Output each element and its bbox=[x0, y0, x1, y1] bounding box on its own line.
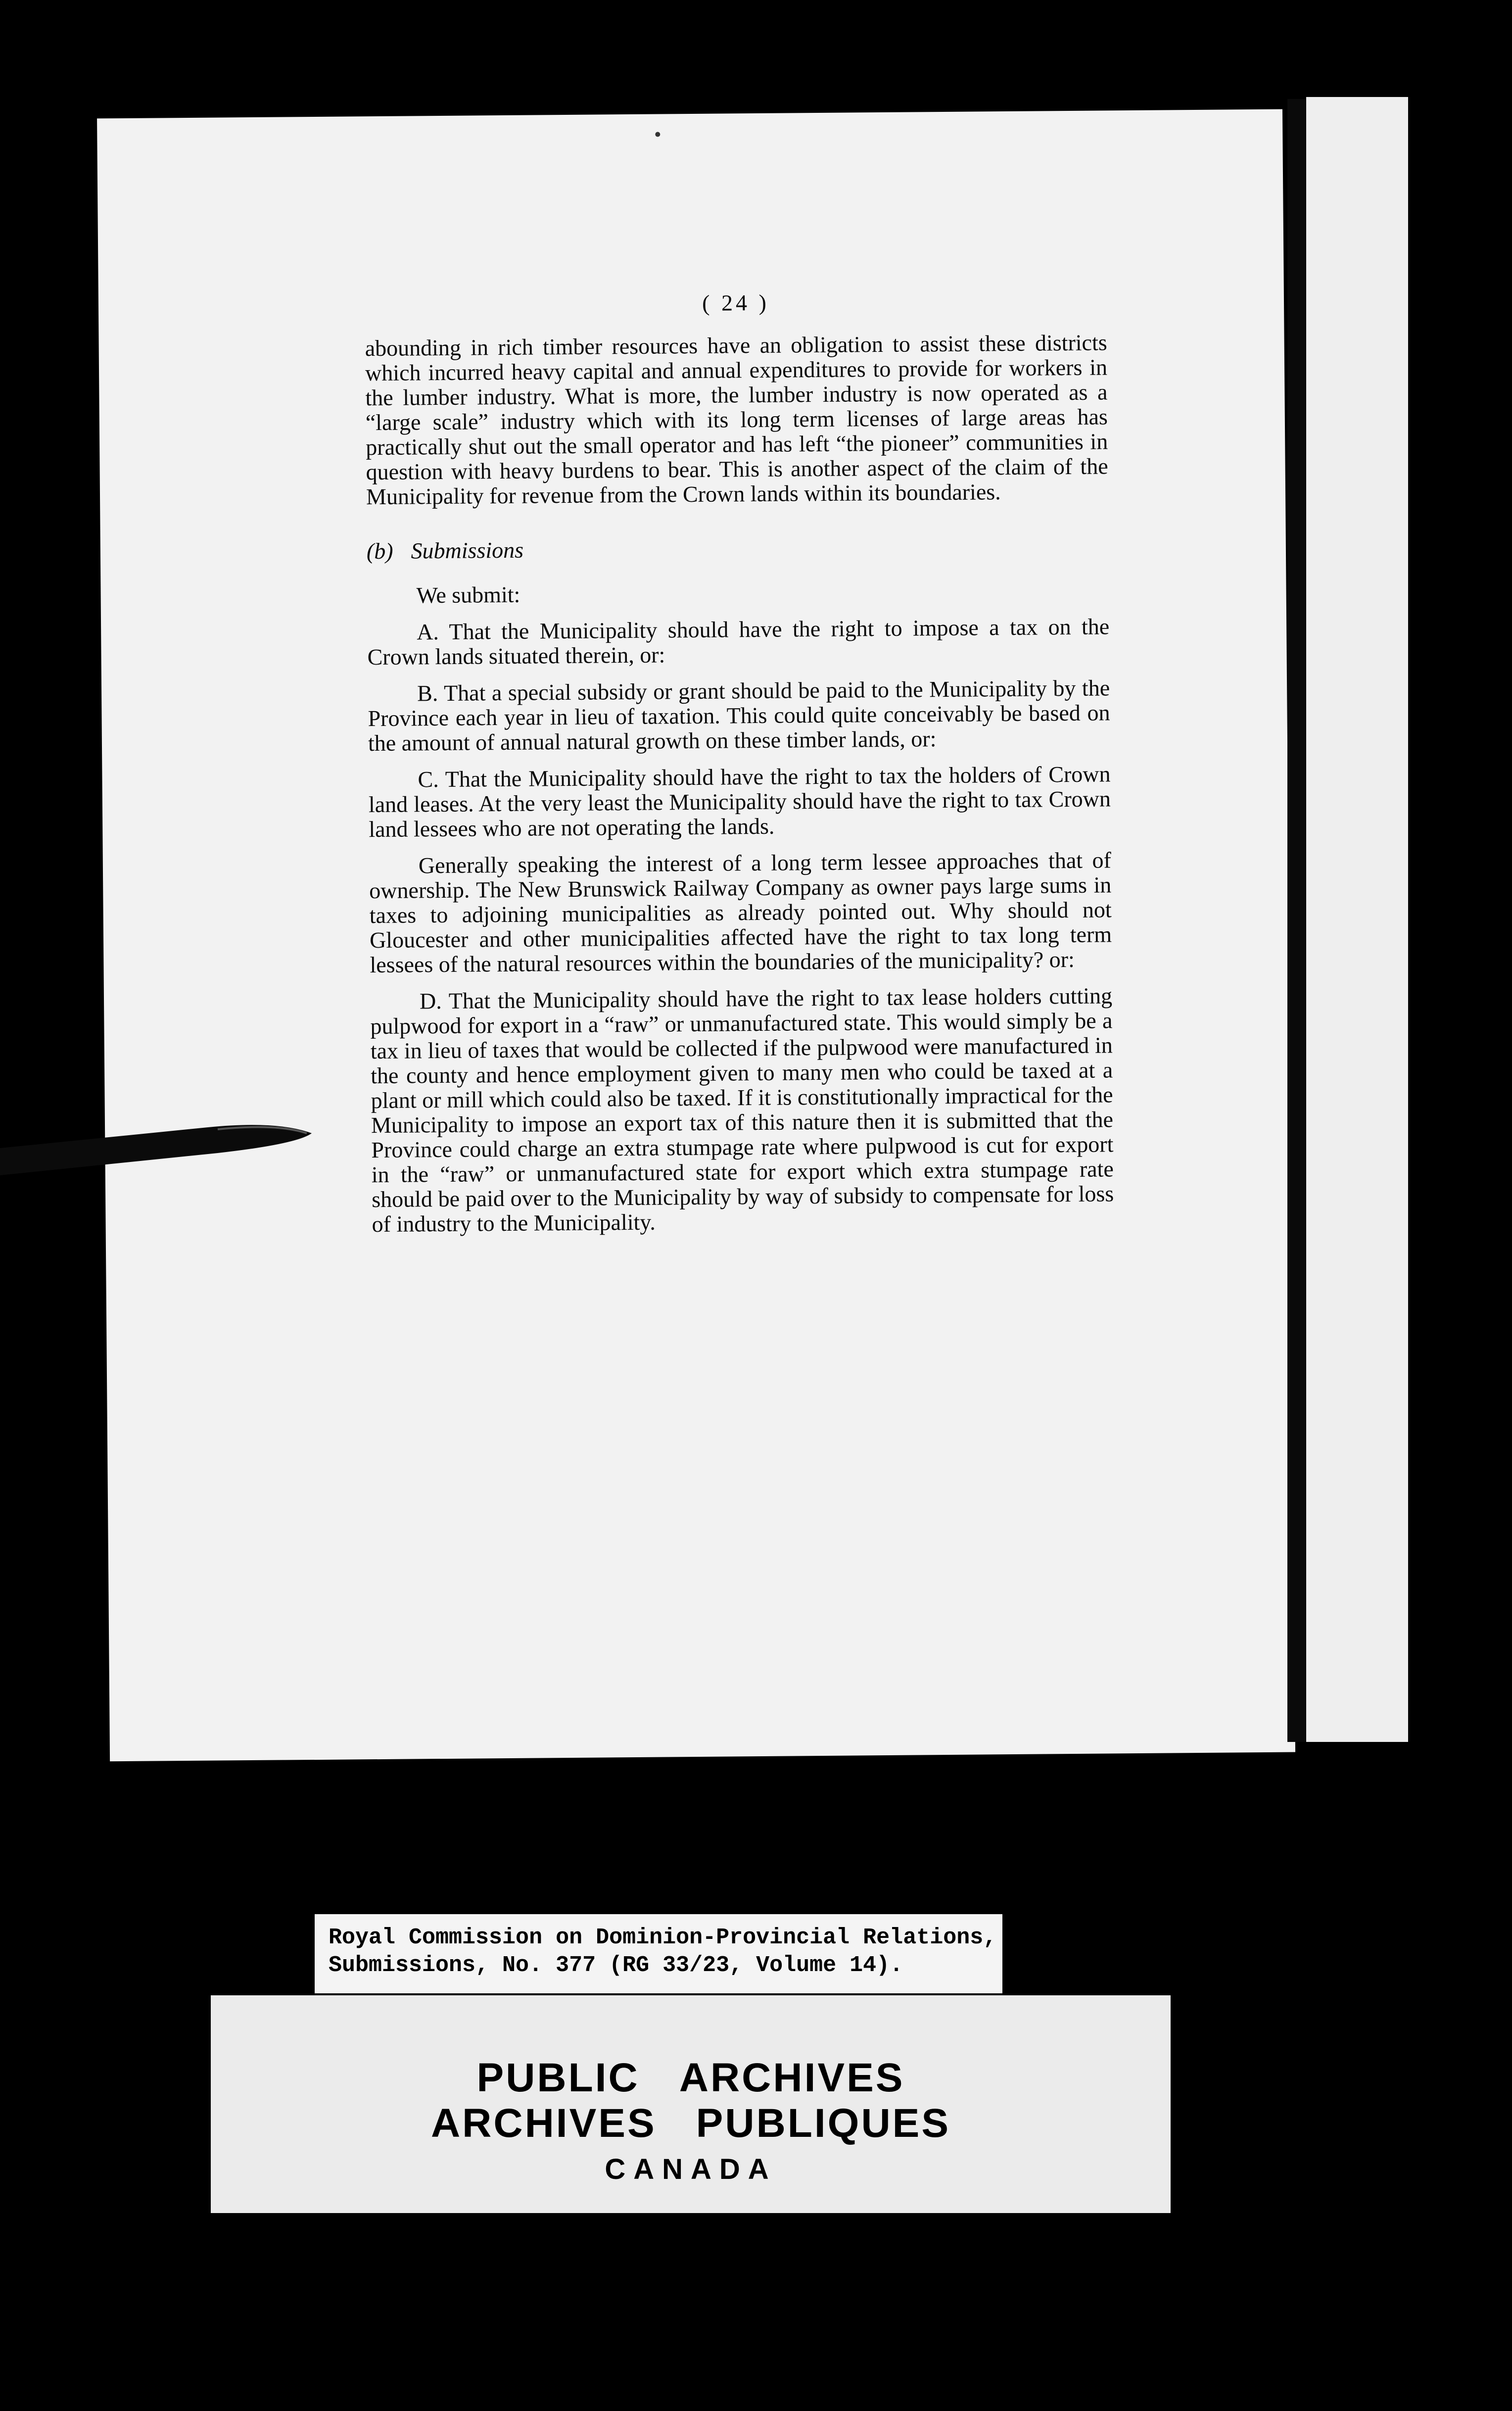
submission-c: C. That the Municipality should have the right to tax the holders of Crown land leases. At the very least the Municipality should have the right to tax Crown land lessees who are not operating the lands. bbox=[368, 761, 1111, 842]
pen-pointer-icon bbox=[0, 1118, 317, 1178]
citation-line-2: Submissions, No. 377 (RG 33/23, Volume 14). bbox=[329, 1953, 903, 1978]
stamp-country: CANADA bbox=[605, 2153, 777, 2185]
stamp-archives-en: ARCHIVES bbox=[679, 2055, 905, 2100]
submission-b: B. That a special subsidy or grant should be paid to the Municipality by the Province each year in lieu of taxation. This could quite conceivably be based on the amount of annual natural growth on these timber lands, or: bbox=[368, 675, 1110, 756]
page-mark bbox=[655, 132, 660, 137]
stamp-public: PUBLIC bbox=[476, 2055, 640, 2100]
section-title: Submissions bbox=[411, 537, 524, 564]
paragraph: abounding in rich timber resources have an obligation to assist these districts which incurred heavy capital and annual expenditures to provide for workers in the lumber industry. What is more, the lumber industry is now operated as a “large scale” industry which with its long term licenses of large areas has practically shut out the small operator and has left “the pioneer” communities in question with heavy burdens to bear. This is another aspect of the claim of the Municipality for revenue from the Crown lands within its boundaries. bbox=[365, 330, 1108, 510]
page-text bbox=[365, 288, 1114, 1249]
stamp-line-english bbox=[211, 2055, 1171, 2101]
citation-line-1: Royal Commission on Dominion-Provincial Relations, bbox=[329, 1925, 997, 1950]
page-number: ( 24 ) bbox=[702, 289, 770, 316]
page-gap bbox=[1287, 99, 1305, 1742]
stamp-archives-fr: ARCHIVES bbox=[430, 2101, 657, 2146]
intro-line: We submit: bbox=[416, 581, 520, 608]
submission-a: A. That the Municipality should have the right to impose a tax on the Crown lands situated therein, or: bbox=[367, 614, 1110, 670]
paragraph-lessee: Generally speaking the interest of a long term lessee approaches that of ownership. The New Brunswick Railway Company as owner pays large sums in taxes to adjoining municipalities as already pointed out. Why should not Gloucester and other municipalities affected have the right to tax long term lessees of the natural resources within the boundaries of the municipality? or: bbox=[369, 847, 1112, 978]
stamp-publiques: PUBLIQUES bbox=[696, 2101, 951, 2146]
section-heading bbox=[367, 533, 1109, 564]
section-label: (b) bbox=[366, 538, 393, 564]
citation-label bbox=[315, 1914, 1002, 1993]
next-page-strip bbox=[1306, 97, 1408, 1742]
document-page bbox=[97, 109, 1295, 1762]
submission-d: D. That the Municipality should have the right to tax lease holders cutting pulpwood for export in a “raw” or unmanufactured state. This would simply be a tax in lieu of taxes that would be collected if the pulpwood were manufactured in the county and hence employment given to many men who could be taxed at a plant or mill which could also be taxed. If it is constitutionally impractical for the Municipality to impose an export tax of this nature then it is submitted that the Province could charge an extra stumpage rate where pulpwood is cut for export in the “raw” or unmanufactured state for export which extra stumpage rate should be paid over to the Municipality by way of subsidy to compensate for loss of industry to the Municipality. bbox=[370, 983, 1114, 1237]
stamp-line-french bbox=[211, 2100, 1171, 2147]
archives-stamp bbox=[211, 1995, 1171, 2213]
